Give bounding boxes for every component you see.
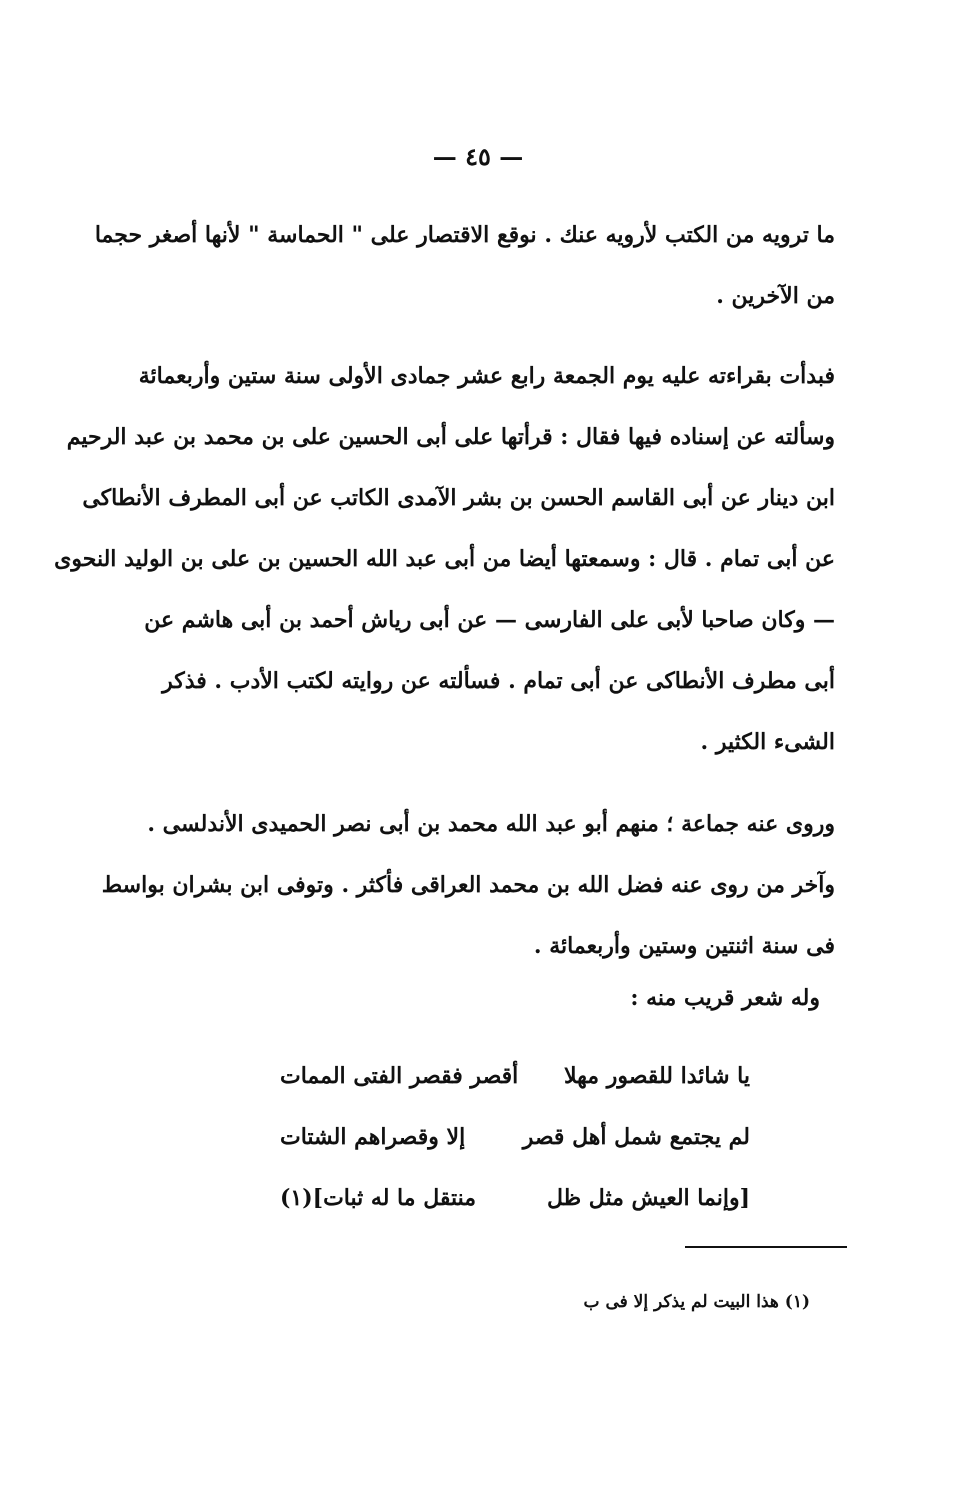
paragraph-3	[101, 794, 835, 977]
footnote: (١) هذا البيت لم يذكر إلا فى ب	[583, 1292, 810, 1312]
poem-verse	[280, 1167, 750, 1228]
paragraph-line: من الآخرين .	[716, 283, 835, 309]
paragraph-line: وآخر من روى عنه فضل الله بن محمد العراقى فأكثر . وتوفى ابن بشران بواسط	[101, 872, 835, 898]
paragraph-2	[54, 346, 835, 773]
verse-second-hemistich: منتقل ما له ثبات](١)	[280, 1184, 477, 1211]
footnote-divider	[685, 1246, 847, 1248]
verse-first-hemistich: لم يجتمع شمل أهل قصر	[522, 1123, 750, 1150]
paragraph-line: أبى مطرف الأنطاكى عن أبى تمام . فسألته عن روايته لكتب الأدب . فذكر	[162, 668, 835, 694]
poem-intro: وله شعر قريب منه :	[630, 985, 820, 1011]
page-number: — ٤٥ —	[432, 142, 524, 171]
paragraph-line: ما ترويه من الكتب لأرويه عنك . نوقع الاقتصار على " الحماسة " لأنها أصغر حجما	[94, 222, 835, 248]
paragraph-line: — وكان صاحبا لأبى على الفارسى — عن أبى رياش أحمد بن أبى هاشم عن	[144, 607, 835, 633]
paragraph-line: فى سنة اثنتين وستين وأربعمائة .	[533, 933, 835, 959]
verse-first-hemistich: يا شائدا للقصور مهلا	[564, 1062, 750, 1089]
paragraph-line: الشىء الكثير .	[700, 729, 835, 755]
paragraph-line: فبدأت بقراءته عليه يوم الجمعة رابع عشر جمادى الأولى سنة ستين وأربعمائة	[138, 363, 835, 389]
verse-second-hemistich: أقصر فقصر الفتى الممات	[280, 1062, 519, 1089]
paragraph-line: ابن دينار عن أبى القاسم الحسن بن بشر الآمدى الكاتب عن أبى المطرف الأنطاكى	[82, 485, 835, 511]
poem	[280, 1045, 750, 1228]
verse-second-hemistich: إلا وقصراهم الشتات	[280, 1123, 466, 1150]
poem-verse	[280, 1106, 750, 1167]
paragraph-line: عن أبى تمام . قال : وسمعتها أيضا من أبى عبد الله الحسين بن على بن الوليد النحوى	[54, 546, 835, 572]
poem-verse	[280, 1045, 750, 1106]
verse-first-hemistich: [وإنما العيش مثل ظل	[546, 1184, 750, 1211]
paragraph-line: وروى عنه جماعة ؛ منهم أبو عبد الله محمد بن أبى نصر الحميدى الأندلسى .	[147, 811, 835, 837]
paragraph-1	[94, 205, 835, 327]
paragraph-line: وسألته عن إسناده فيها فقال : قرأتها على أبى الحسين على بن محمد بن عبد الرحيم	[66, 424, 835, 450]
